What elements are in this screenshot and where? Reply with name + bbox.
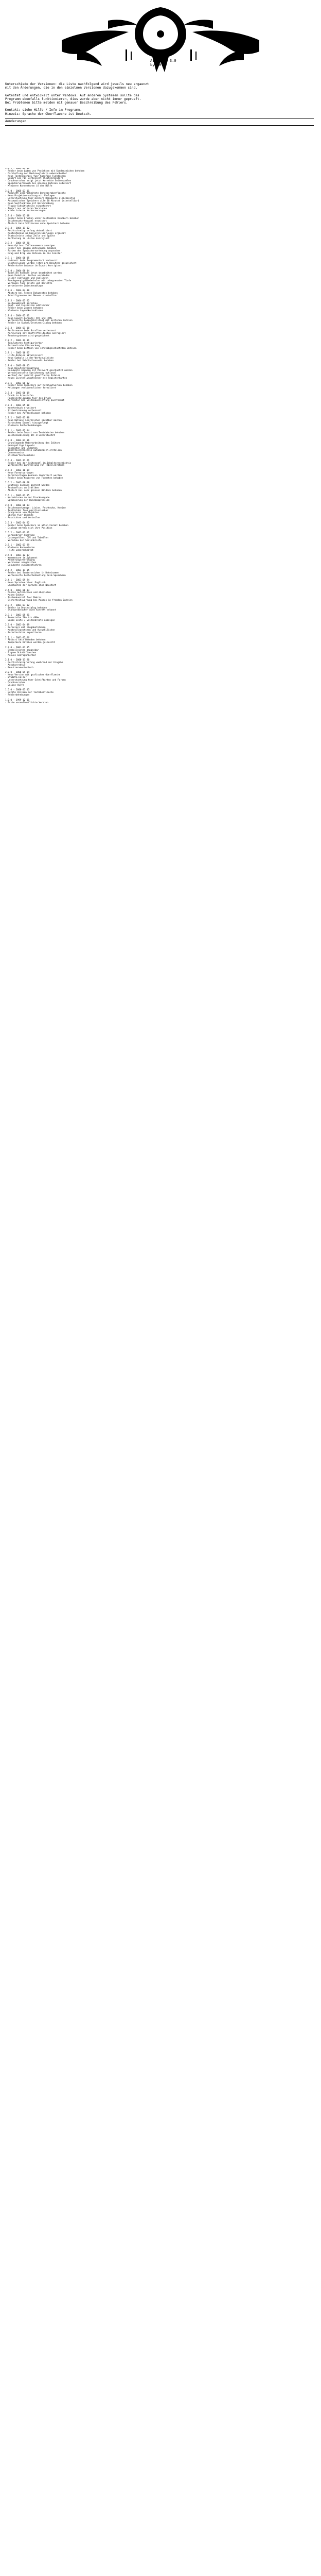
entry-version-heading: 2.1.0 - 2000-11-20 (5, 659, 30, 662)
entry-item: - Neue Benutzerverwaltung (5, 367, 39, 370)
changelog-entry (5, 624, 316, 634)
entry-item: - Vorschau der Serienbriefe (5, 539, 42, 542)
entry-item: - Export als PDF verbessert (Seitenraender) (5, 177, 63, 180)
entry-item: - Fehler bei Mehrfachauswahl behoben (5, 359, 54, 362)
entry-item: - Komplett ueberarbeitete Benutzeroberflaeche (5, 192, 66, 195)
entry-item: - Fehler bei Sonderzeichen in Dateinamen (5, 571, 59, 574)
entry-item: - Kleinere Layoutkorrekturen (5, 310, 43, 313)
entry-item: - Zeichenwerkzeuge: Linien, Rechtecke, Kreise (5, 506, 66, 510)
entry-version-heading: 2.5.3 - 2002-04-22 (5, 521, 30, 524)
entry-item: - Makros aufzeichnen und abspielen (5, 591, 51, 595)
entry-item: - Markierung mit Shift+Pfeiltasten korrigiert (5, 332, 66, 335)
entry-item: - Neue Projektverwaltung mit Vorlagen (5, 195, 55, 198)
entry-version-heading: 3.0.1 - 2005-04-12 (5, 168, 30, 170)
entry-item: - Querverweise (5, 452, 24, 455)
entry-item: - Stichwortverzeichnis (5, 454, 35, 457)
entry-item: - Symbolleisten anpassbar (5, 649, 39, 652)
entry-item: - Online-Hilfe (5, 684, 24, 687)
entry-item: - Sortierung in Listen korrigiert (5, 237, 50, 240)
changelog (5, 168, 316, 2576)
entry-item: - Optimierung der Bildkompression (5, 499, 50, 502)
entry-item: - Viele interne Verbesserungen (5, 210, 46, 213)
entry-version-heading: 1.0.0 - 1999-12-01 (5, 699, 30, 702)
entry-item: - Rueckgaengig/Wiederholen mit unbegrenzter Tiefe (5, 279, 72, 282)
entry-version-heading: 2.8.5 - 2004-03-22 (5, 299, 30, 302)
entry-item: - Unterstuetzung fuer mehrere Dokumente gleichzeitig (5, 197, 75, 200)
changelog-entry (5, 545, 316, 552)
section-heading: Aenderungen (5, 120, 26, 124)
changelog-entry (5, 228, 316, 240)
entry-item: - Bilder einfuegen und skalieren (5, 277, 48, 280)
entry-version-heading: 2.5.2 - 2002-03-11 (5, 532, 30, 535)
entry-item: - Unterstuetzung fuer Schriftarten und Farben (5, 679, 66, 682)
entry-item: - Plugin-Schnittstelle eingefuehrt (5, 205, 51, 208)
entry-item: - Drag and Drop von Dateien in das Fenster (5, 252, 62, 255)
entry-item: - Kopf- und Fusszeilen editierbar (5, 304, 50, 308)
entry-version-heading: 2.6.0 - 2002-06-03 (5, 504, 30, 507)
entry-version-heading: 2.3.0 - 2001-04-09 (5, 624, 30, 627)
header-logo (0, 0, 321, 77)
entry-item: - Zoomstufen 50% bis 400% (5, 616, 39, 619)
entry-version-heading: 2.8.0 - 2003-09-15 (5, 364, 30, 367)
entry-item: - Grundlegende Ueberarbeitung des Editors (5, 442, 61, 445)
entry-item: - Temporaere Dateien werden geloescht (5, 641, 55, 645)
changelog-entry (5, 700, 316, 705)
entry-item: - Dokumente koennen mit Passwort geschuetzt werden (5, 369, 73, 372)
entry-item: - Textfelder frei positionierbar (5, 509, 48, 512)
entry-item: - Korrekturen an der Druckausgabe (5, 497, 50, 500)
entry-version-heading: 2.9.3 - 2004-11-02 (5, 227, 30, 230)
entry-item: - Tabulatoren konfigurierbar (5, 342, 43, 345)
entry-version-heading: 2.6.1 - 2002-07-15 (5, 494, 30, 497)
entry-version-heading: 2.9.4 - 2004-12-18 (5, 215, 30, 218)
entry-item: - Formulare mit Eingabefeldern (5, 626, 46, 630)
entry-item: - Darstellung der Werkzeugleiste ueberarbeitet (5, 172, 67, 175)
entry-item: - Menues konfigurierbar (5, 654, 37, 657)
entry-item: - Korrektur bei Seitenausrichtung Querformat (5, 399, 65, 402)
changelog-entry (5, 495, 316, 503)
entry-item: - Tabellen koennen jetzt bearbeitet werden (5, 272, 62, 275)
changelog-entry (5, 590, 316, 602)
entry-item: - Formulardaten exportieren (5, 631, 42, 634)
changelog-entry (5, 258, 316, 267)
entry-version-heading: 2.7.4 - 2003-06-19 (5, 392, 30, 395)
entry-item: - Erste veroeffentlichte Version (5, 701, 48, 704)
changelog-entry (5, 440, 316, 457)
changelog-entry (5, 215, 316, 225)
entry-item: - Grafiken koennen gedreht werden (5, 484, 50, 487)
logo-caption-line1: Afrodite 3.0 (150, 59, 176, 63)
entry-item: - Kleinere Korrekturen (5, 547, 35, 550)
intro-line: Bei Problemen bitte melden mit genauer Beschreibung des Fehlers. (5, 101, 128, 105)
entry-item: - Ausrichten und Verteilen (5, 517, 40, 520)
entry-item: - Eigene Schaltflaechen (5, 651, 37, 654)
intro-line: Unterschiede der Versionen: die Liste nachfolgend wird jeweils neu ergaenzt (5, 82, 149, 86)
changelog-entry (5, 689, 316, 697)
entry-item: - Fehler bei Aufzaehlungen behoben (5, 412, 51, 415)
intro-text (5, 82, 314, 127)
entry-item: - Umschalten der Sprache ohne Neustart (5, 584, 57, 587)
changelog-entry (5, 191, 316, 213)
entry-item: - Speicherverbrauch bei grossen Dateien reduziert (5, 182, 72, 185)
entry-item: - Kontrollkaestchen und Auswahllisten (5, 629, 55, 632)
entry-item: - Fehlerbehebungen (5, 694, 30, 697)
entry-item: - Makro-Editor (5, 594, 24, 597)
entry-version-heading: 2.7.2 - 2003-03-30 (5, 417, 30, 420)
changelog-entry (5, 522, 316, 530)
entry-version-heading: 2.4.2 - 2001-11-05 (5, 569, 30, 572)
changelog-entry (5, 637, 316, 645)
entry-version-heading: 2.2.1 - 2001-02-26 (5, 636, 30, 639)
entry-item: - Verbesserte Darstellung von Tabellenrahmen (5, 464, 65, 467)
entry-item: - Fehler bei langen Dateinamen behoben (5, 247, 57, 250)
entry-item: - Ladezeit beim Programmstart verkuerzt (5, 260, 58, 263)
entry-item: - Seitenumbruch-Vorschau (5, 302, 38, 305)
entry-item: - Kleinere Fehlerbehebungen (5, 424, 42, 427)
intro-line: Kontakt: siehe Hilfe / Info im Programm. (5, 108, 82, 112)
entry-item: - Tastenkuerzel fuer Makros (5, 597, 42, 600)
changelog-entry (5, 417, 316, 427)
entry-version-heading: 2.8.4 - 2004-02-11 (5, 314, 30, 317)
intro-line (5, 105, 314, 108)
entry-item: - Randeinstellungen fuer den Druck (5, 397, 51, 400)
entry-item: - Farbschema Dunkel hinzugefuegt (5, 422, 48, 425)
entry-item: - Zeichenkodierung UTF-8 unterstuetzt (5, 434, 55, 437)
entry-item: - Verschluesselte Speicherung optional (5, 372, 57, 375)
changelog-entry (5, 570, 316, 578)
entry-item: - Ebenen fuer Objekte (5, 514, 33, 517)
entry-version-heading: 2.5.0 - 2001-12-17 (5, 554, 30, 557)
entry-item: - Sicherheitswarnung bei Makros in fremden Dateien (5, 599, 73, 602)
changelog-entry (5, 470, 316, 480)
entry-item: - Dokumente zusammenfuehren (5, 564, 42, 567)
entry-version-heading: 2.6.4 - 2002-11-21 (5, 459, 30, 462)
entry-item: - Serienbrief-Funktion (5, 534, 35, 537)
entry-item: - Farben der Syntaxhervorhebung anpassbar (5, 249, 61, 252)
entry-item: - Neue Symbole in der Werkzeugleiste (5, 357, 54, 360)
changelog-entry (5, 328, 316, 337)
entry-item: - Fehler beim Laden von Projekten mit Sonderzeichen behoben (5, 170, 85, 173)
entry-version-heading: 1.5.0 - 2000-05-15 (5, 689, 30, 692)
logo-caption-line2: by JH (150, 63, 162, 67)
changelog-entry (5, 672, 316, 687)
changelog-entry (5, 605, 316, 613)
entry-item: - Verbesserte Kompatibilitaet mit aelteren Dateien (5, 319, 73, 323)
entry-version-heading: 2.4.0 - 2001-08-13 (5, 589, 30, 592)
entry-item: - Automatische Einrueckung (5, 344, 40, 347)
entry-item: - Fehler beim Kopieren von Formaten behoben (5, 477, 63, 480)
entry-item: - Rechtschreibpruefung waehrend der Eingabe (5, 662, 63, 665)
entry-version-heading: 2.7.1 - 2003-02-14 (5, 429, 30, 432)
entry-item: - Verlauf der zuletzt geoeffneten Dateien (5, 375, 61, 378)
changelog-entry (5, 430, 316, 438)
entry-item: - Vorlagen fuer Briefe und Berichte (5, 282, 52, 285)
logo-caption (150, 59, 176, 67)
entry-version-heading: 2.7.3 - 2003-05-08 (5, 404, 30, 408)
entry-item: - Verbesserte Zwischenablage (5, 284, 43, 287)
entry-item: - Rechtschreibpruefung aktualisiert (5, 230, 52, 233)
changelog-entry (5, 659, 316, 669)
entry-item: - Fehler im Druckdialog behoben (5, 606, 47, 609)
entry-item: - Mehrspaltige Layouts (5, 444, 35, 447)
changelog-entry (5, 647, 316, 657)
entry-version-heading: 2.4.1 - 2001-09-24 (5, 579, 30, 582)
entry-item: - Druck in Graustufen (5, 394, 33, 397)
divider (5, 125, 314, 126)
entry-version-heading: 2.5.1 - 2002-01-29 (5, 544, 30, 547)
entry-item: - Fehlerhafte Umlaute im Export korrigiert (5, 264, 62, 267)
entry-item: - Neues Einstellungsfenster mit Registerkarten (5, 377, 67, 380)
entry-item: - Versionen vergleichen (5, 562, 37, 565)
changelog-entry (5, 168, 316, 188)
entry-item: - Formatvorlagen koennen importiert werden (5, 474, 62, 477)
changelog-entry (5, 243, 316, 255)
entry-item: - Automatisches Speichern alle 10 Minuten (einstellbar) (5, 199, 79, 202)
entry-item: - Neue Suchfunktion mit Hervorhebung (5, 202, 54, 205)
entry-item: - Gruppieren von Objekten (5, 512, 39, 515)
entry-item: - Druckvorschau zeigt jetzt korrekte Seitenzahlen (5, 180, 72, 183)
entry-item: - Performance beim Scrollen verbessert (5, 329, 57, 332)
entry-item: - Woerterbuch erweitert (5, 407, 37, 410)
entry-version-heading: 2.2.0 - 2001-01-15 (5, 647, 30, 649)
entry-version-heading: 2.0.0 - 2000-09-04 (5, 671, 30, 674)
entry-version-heading: 2.8.1 - 2003-10-27 (5, 352, 30, 355)
entry-version-heading: 2.7.5 - 2003-08-02 (5, 382, 30, 385)
entry-version-heading: 2.3.1 - 2001-05-21 (5, 614, 30, 617)
entry-version-heading: 2.9.2 - 2004-09-20 (5, 242, 30, 245)
entry-item: - WYSIWYG-Editor (5, 676, 27, 680)
changelog-entry (5, 580, 316, 587)
changelog-entry (5, 352, 316, 362)
entry-item: - Benutzerwoerterbuch (5, 666, 33, 669)
entry-item: - Neue Tastenkuerzel fuer haeufige Funktionen (5, 175, 66, 178)
entry-version-heading: 2.3.2 - 2001-07-02 (5, 604, 30, 607)
changelog-entry (5, 505, 316, 520)
entry-item: - Absturz bei sehr grossen Bildern behoben (5, 489, 62, 492)
changelog-entry (5, 383, 316, 391)
entry-item: - Zeichensatz-Auswahl erweitert (5, 219, 47, 223)
changelog-entry (5, 482, 316, 492)
changelog-entry (5, 393, 316, 402)
entry-item: - Einstellungen werden jetzt pro Benutzer gespeichert (5, 262, 77, 265)
entry-item: - Standarddrucker wird korrekt erkannt (5, 609, 57, 612)
changelog-entry (5, 290, 316, 298)
intro-line: Hinweis: Sprache der Oberflaeche ist Deutsch. (5, 112, 92, 116)
intro-line: mit den Änderungen, die in den einzelnen Versionen dazugekommen sind. (5, 86, 138, 90)
changelog-entry (5, 365, 316, 380)
changelog-entry (5, 532, 316, 542)
entry-item: - Neue Sprachversion: Englisch (5, 582, 46, 585)
entry-item: - Fehler bei der Seitenzahl im Inhaltsverzeichnis (5, 462, 72, 465)
intro-line: Getestet und entwickelt unter Windows. Auf anderen Systemen sollte das (5, 93, 139, 97)
entry-item: - Hilfe ueberarbeitet (5, 549, 33, 552)
entry-item: - Fehler beim Speichern im alten Format behoben (5, 524, 68, 527)
entry-item: - Statusleiste zeigt Zeile und Spalte (5, 234, 55, 238)
changelog-entry (5, 405, 316, 415)
entry-version-heading: 2.6.3 - 2002-10-09 (5, 469, 30, 472)
entry-item: - Verbesserte Fehlerbehandlung beim Speichern (5, 574, 66, 577)
entry-item: - Autokorrektur (5, 664, 26, 667)
entry-item: - Hilfe-Dateien aktualisiert (5, 354, 43, 358)
entry-item: - Dialoge merken sich ihre Position (5, 527, 52, 530)
changelog-entry (5, 315, 316, 325)
intro-line (5, 90, 314, 94)
entry-item: - Kommentare im Dokument (5, 556, 38, 560)
entry-version-heading: 2.8.3 - 2004-01-08 (5, 327, 30, 330)
changelog-entry (5, 460, 316, 468)
entry-item: - Silbentrennung verbessert (5, 409, 42, 412)
changelog-entry (5, 555, 316, 567)
entry-item: - Kleinere Korrekturen in der Hilfe (5, 184, 52, 188)
entry-item: - Absturz bei leeren Dokumenten behoben (5, 292, 58, 295)
entry-item: - Aenderungsverfolgung (5, 559, 35, 562)
entry-item: - Textumfluss um Grafiken (5, 487, 39, 489)
entry-item: - Neue Option: Leerzeichen sichtbar machen (5, 419, 62, 422)
entry-item: - Meldungen verstaendlicher formuliert (5, 387, 57, 390)
entry-version-heading: 2.8.6 - 2004-04-30 (5, 290, 30, 293)
entry-item: - Neue Formatvorlagen (5, 471, 33, 474)
entry-item: - Fehler beim Speichern auf Netzlaufwerken behoben (5, 384, 73, 387)
intro-line: Programm ebenfalls funktionieren, dies wurde aber nicht immer geprueft. (5, 97, 141, 101)
entry-item: - Absturz beim Beenden behoben (5, 639, 46, 642)
entry-version-heading: 2.8.2 - 2003-12-01 (5, 340, 30, 343)
entry-item: - Ganze Seite / Seitenbreite anzeigen (5, 619, 55, 622)
entry-item: - Schriftgroesse der Menues einstellbar (5, 295, 58, 298)
entry-item: - Neue Option: Zeilennummern anzeigen (5, 245, 55, 248)
entry-item: - Import aus aelteren Versionen (5, 207, 47, 210)
entry-version-heading: 3.0.0 - 2005-03-01 (5, 190, 30, 193)
entry-version-heading: 2.9.1 - 2004-08-05 (5, 257, 30, 260)
entry-item: - Absturz beim Schliessen ohne Speichern behoben (5, 222, 70, 225)
changelog-entry (5, 270, 316, 288)
entry-item: - Fehler beim Import von Textdateien behoben (5, 432, 65, 435)
entry-item: - Fussnoten und Endnoten (5, 447, 38, 450)
changelog-entry (5, 615, 316, 622)
changelog-entry (5, 300, 316, 313)
entry-item: - Fehler beim Oeffnen von schreibgeschuetzten Dateien (5, 347, 77, 350)
entry-version-heading: 2.9.0 - 2004-06-14 (5, 269, 30, 273)
entry-item: - Fehler beim Zoomen behoben (5, 307, 43, 310)
entry-version-heading: 2.7.0 - 2003-01-06 (5, 439, 30, 442)
entry-item: - Letzte Version der Textoberflaeche (5, 691, 54, 694)
entry-item: - Fehler beim Drucken unter bestimmten Druckern behoben (5, 217, 79, 220)
entry-item: - Inhaltsverzeichnis automatisch erstellen (5, 449, 62, 452)
entry-item: - Neue Version mit grafischer Oberflaeche (5, 674, 61, 677)
entry-item: - Kontextmenue um Kopieren/Einfuegen ergaenzt (5, 232, 66, 235)
entry-item: - Neue Funktion: Zellen verbinden (5, 275, 50, 278)
entry-item: - Neue Export-Formate: RTF und HTML (5, 317, 52, 320)
entry-version-heading: 2.6.2 - 2002-08-28 (5, 482, 30, 485)
entry-item: - Fehler im Suchen/Ersetzen-Dialog behoben (5, 322, 62, 325)
entry-item: - Druckvorschau (5, 681, 26, 684)
entry-item: - Datenquellen: CSV und Tabellen (5, 536, 48, 539)
changelog-entry (5, 340, 316, 350)
entry-item: - Fenstergroesse wird gespeichert (5, 334, 50, 337)
